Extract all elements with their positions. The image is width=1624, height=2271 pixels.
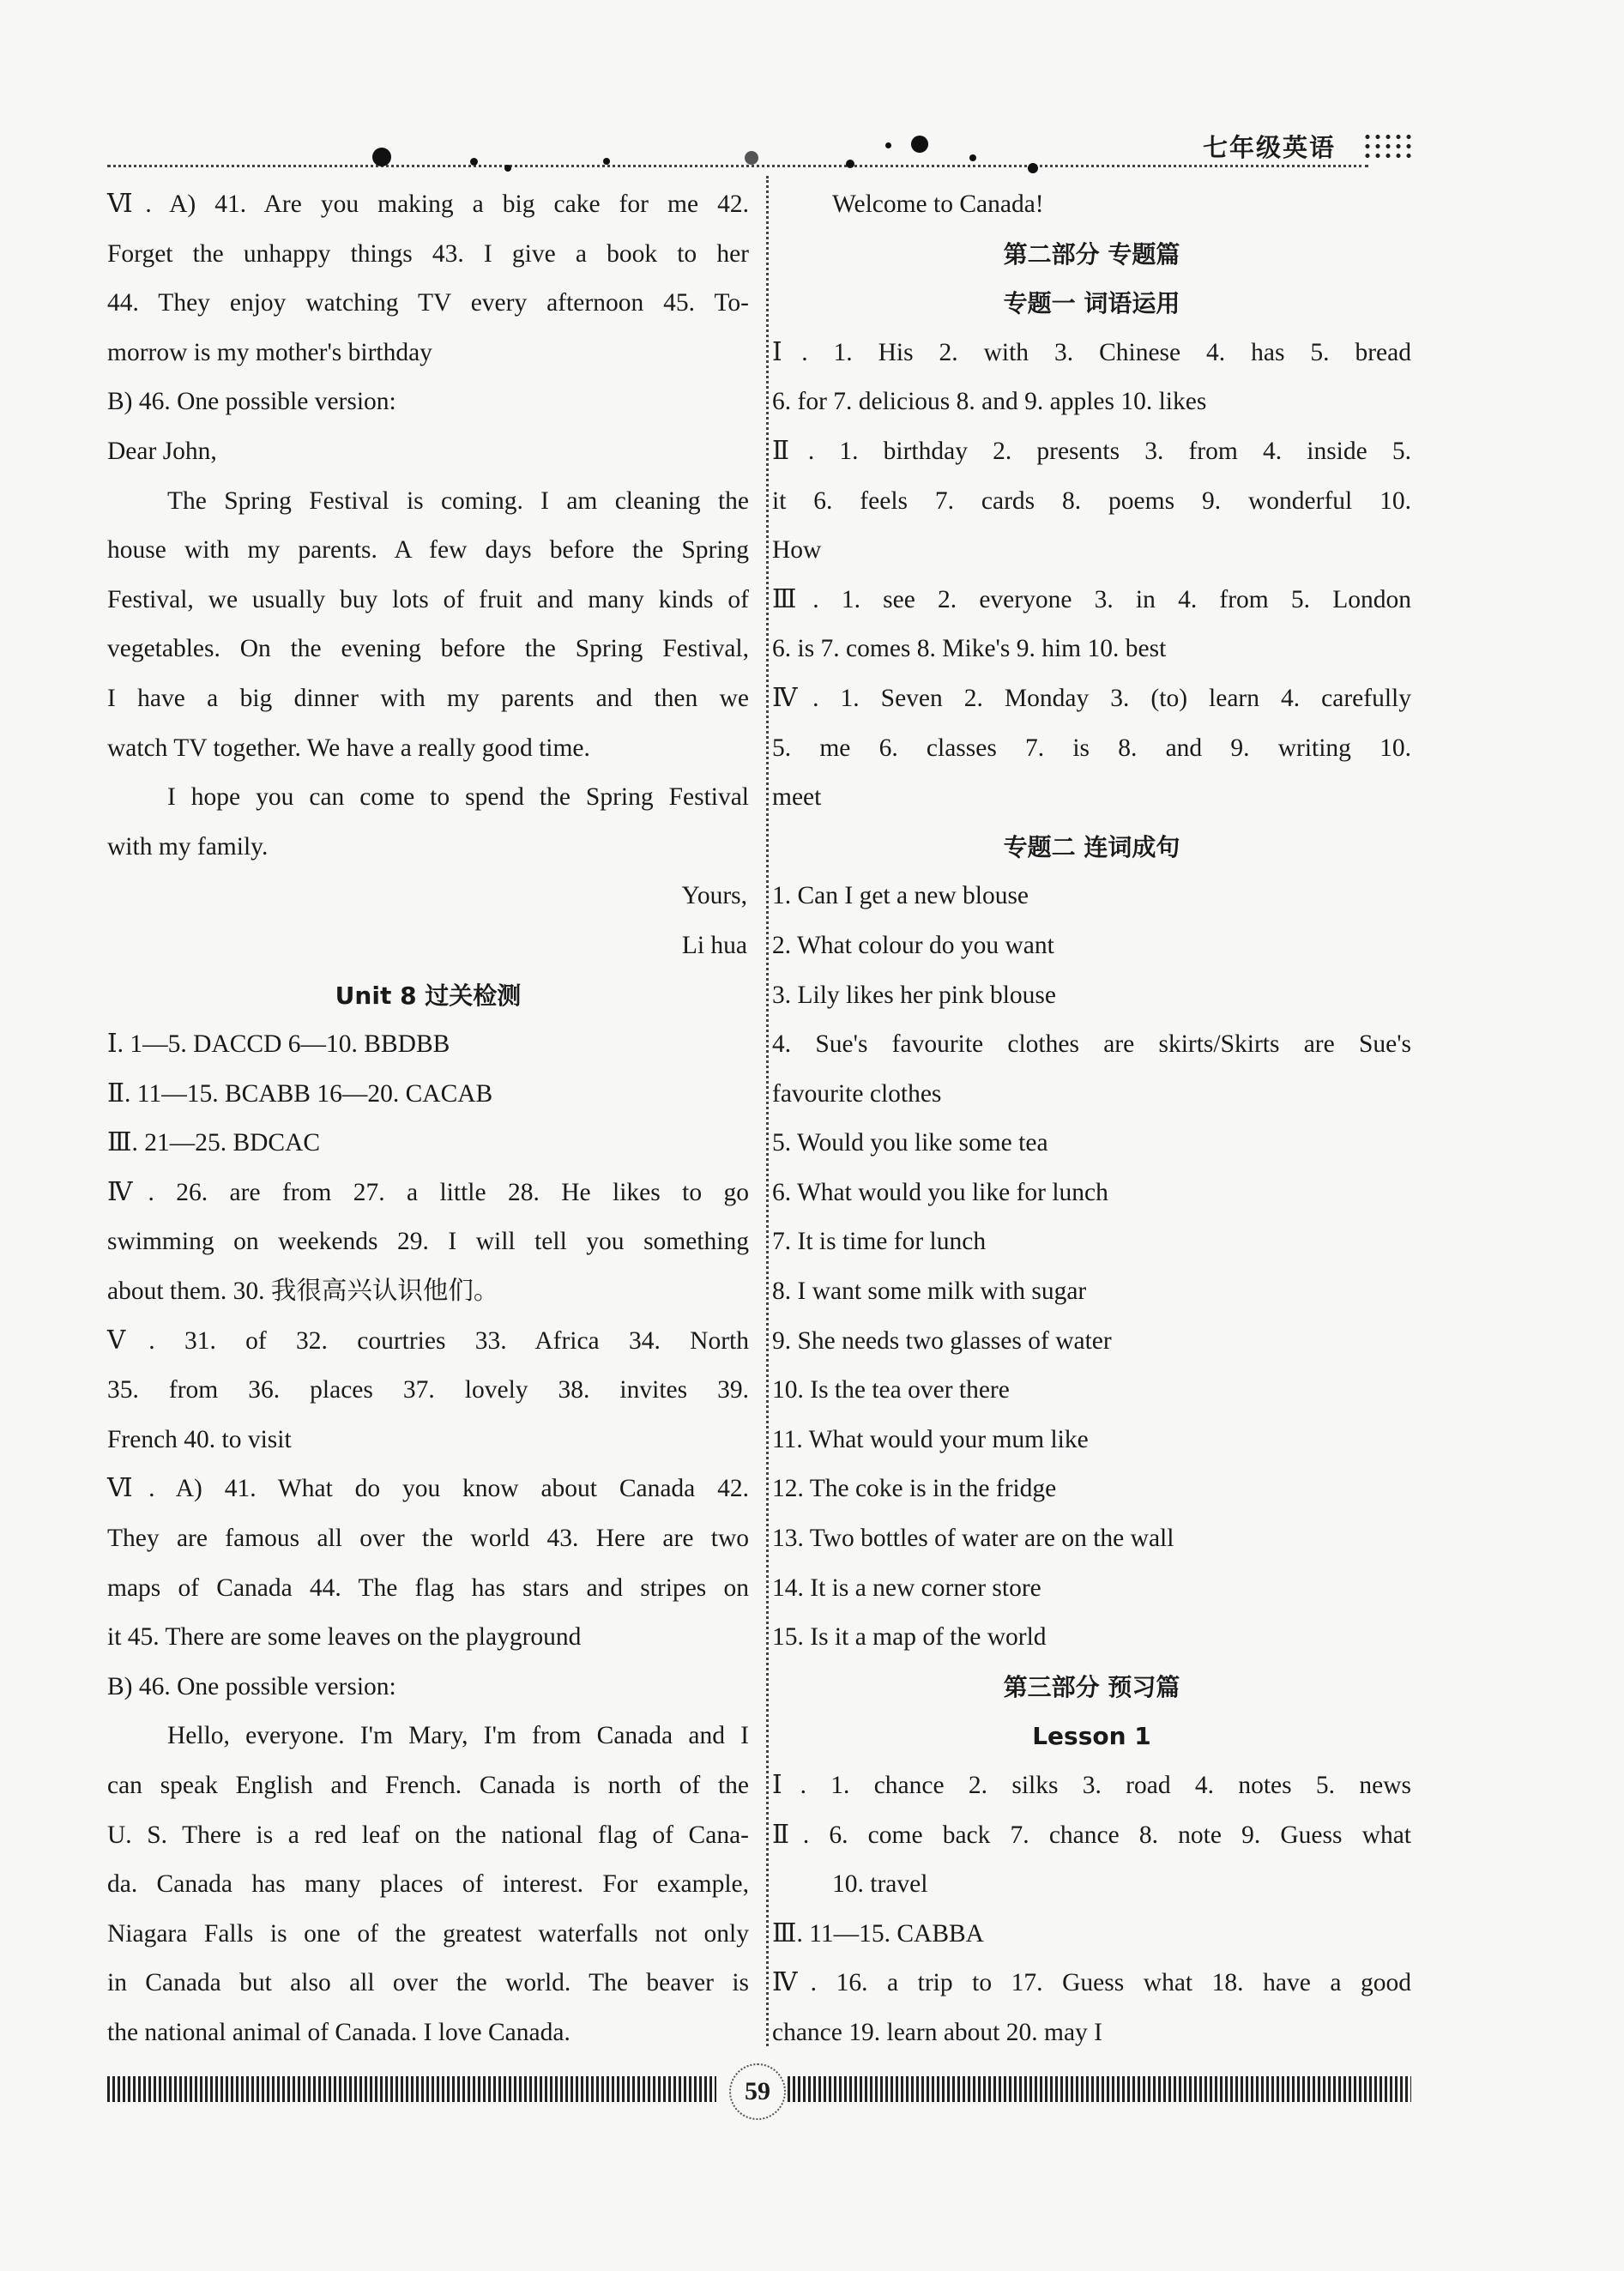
header-dot-decoration bbox=[603, 158, 610, 165]
answer-line: Dear John, bbox=[107, 437, 217, 465]
header-dot-decoration bbox=[372, 148, 391, 166]
answer-line: Ⅳ. 26. are from 27. a little 28. He likes to go bbox=[107, 1178, 749, 1206]
answer-line: house with my parents. A few days before the Spring bbox=[107, 536, 749, 565]
answer-line: meet bbox=[772, 783, 822, 812]
answer-line: morrow is my mother's birthday bbox=[107, 338, 432, 366]
answer-line: Ⅵ. A) 41. Are you making a big cake for me 42. bbox=[107, 190, 749, 218]
answer-line: B) 46. One possible version: bbox=[107, 1672, 396, 1700]
answer-line: 6. is 7. comes 8. Mike's 9. him 10. best bbox=[772, 635, 1167, 663]
answer-line: 6. for 7. delicious 8. and 9. apples 10. likes bbox=[772, 388, 1207, 416]
answer-line: 5. me 6. classes 7. is 8. and 9. writing 10. bbox=[772, 734, 1411, 762]
answer-line: 10. Is the tea over there bbox=[772, 1376, 1010, 1404]
answer-line: 11. What would your mum like bbox=[772, 1425, 1089, 1453]
answer-line: The Spring Festival is coming. I am cleaning the bbox=[167, 486, 749, 515]
answer-line: Ⅲ. 21—25. BDCAC bbox=[107, 1129, 321, 1157]
section-heading: 专题二 连词成句 bbox=[1003, 832, 1180, 861]
answer-line: French 40. to visit bbox=[107, 1425, 292, 1453]
answer-line: da. Canada has many places of interest. For example, bbox=[107, 1870, 749, 1899]
answer-line: vegetables. On the evening before the Spring Festival, bbox=[107, 635, 749, 663]
answer-line: it 6. feels 7. cards 8. poems 9. wonderful 10. bbox=[772, 486, 1411, 515]
answer-line: 4. Sue's favourite clothes are skirts/Skirts are Sue's bbox=[772, 1030, 1411, 1059]
answer-line: I hope you can come to spend the Spring Festival bbox=[167, 783, 749, 812]
answer-line: chance 19. learn about 20. may I bbox=[772, 2018, 1102, 2046]
answer-line: watch TV together. We have a really good time. bbox=[107, 734, 590, 762]
answer-line: 1. Can I get a new blouse bbox=[772, 882, 1029, 910]
answer-line: Forget the unhappy things 43. I give a book to her bbox=[107, 239, 749, 268]
answer-line: can speak English and French. Canada is north of the bbox=[107, 1772, 749, 1799]
answer-line: 35. from 36. places 37. lovely 38. invites 39. bbox=[107, 1376, 749, 1404]
answer-line: 12. The coke is in the fridge bbox=[772, 1475, 1057, 1503]
answer-line: 8. I want some milk with sugar bbox=[772, 1277, 1087, 1306]
header-dot-decoration bbox=[504, 165, 511, 172]
answer-line: Festival, we usually buy lots of fruit and many kinds of bbox=[107, 585, 749, 613]
answer-line: Ⅰ. 1. chance 2. silks 3. road 4. notes 5. news bbox=[772, 1772, 1411, 1799]
answer-line: it 45. There are some leaves on the playground bbox=[107, 1623, 582, 1652]
answer-line: 15. Is it a map of the world bbox=[772, 1623, 1047, 1652]
answer-line: Ⅳ. 1. Seven 2. Monday 3. (to) learn 4. carefully bbox=[772, 684, 1411, 712]
answer-line: about them. 30. 我很高兴认识他们。 bbox=[107, 1277, 499, 1306]
footer-rule-right bbox=[788, 2076, 1411, 2102]
section-heading: Lesson 1 bbox=[1032, 1722, 1151, 1751]
answer-line: Ⅱ. 6. come back 7. chance 8. note 9. Guess what bbox=[772, 1821, 1411, 1849]
answer-line: 13. Two bottles of water are on the wall bbox=[772, 1525, 1174, 1553]
header-dot-decoration bbox=[911, 136, 928, 153]
answer-line: 44. They enjoy watching TV every afternoon 45. To- bbox=[107, 289, 749, 317]
answer-line: Ⅵ. A) 41. What do you know about Canada 42. bbox=[107, 1475, 749, 1503]
answer-line: favourite clothes bbox=[772, 1079, 942, 1108]
answer-line: They are famous all over the world 43. Here are two bbox=[107, 1525, 749, 1553]
answer-line: Ⅳ. 16. a trip to 17. Guess what 18. have a good bbox=[772, 1969, 1411, 1997]
answer-line: in Canada but also all over the world. The beaver is bbox=[107, 1969, 749, 1997]
header-dotted-line bbox=[107, 165, 1368, 167]
header-dot-decoration bbox=[846, 160, 854, 168]
grade-dots-decoration bbox=[1362, 132, 1414, 161]
answer-line: Ⅰ. 1. His 2. with 3. Chinese 4. has 5. bread bbox=[772, 338, 1411, 366]
answer-line: Ⅲ. 11—15. CABBA bbox=[772, 1919, 984, 1948]
answer-line: I have a big dinner with my parents and then we bbox=[107, 684, 749, 712]
section-heading: 第二部分 专题篇 bbox=[1003, 239, 1180, 269]
header-dot-decoration bbox=[1028, 163, 1038, 173]
answer-line: 9. She needs two glasses of water bbox=[772, 1326, 1112, 1355]
answer-line: 5. Would you like some tea bbox=[772, 1129, 1048, 1157]
answer-line: 2. What colour do you want bbox=[772, 931, 1054, 959]
header-dot-decoration bbox=[745, 151, 758, 165]
answer-line: Yours, bbox=[681, 882, 747, 910]
right-answer-column bbox=[772, 180, 1411, 2058]
answer-line: 7. It is time for lunch bbox=[772, 1228, 987, 1256]
answer-line: swimming on weekends 29. I will tell you something bbox=[107, 1228, 749, 1256]
header-dot-decoration bbox=[885, 142, 891, 148]
section-heading: 第三部分 预习篇 bbox=[1003, 1672, 1180, 1701]
answer-line: the national animal of Canada. I love Canada. bbox=[107, 2018, 571, 2046]
column-divider bbox=[766, 176, 769, 2046]
left-answer-column bbox=[107, 180, 749, 2058]
answer-line: Hello, everyone. I'm Mary, I'm from Canada and I bbox=[167, 1722, 749, 1750]
answer-line: 10. travel bbox=[832, 1870, 928, 1899]
answer-line: 6. What would you like for lunch bbox=[772, 1178, 1108, 1206]
answer-line: How bbox=[772, 536, 822, 565]
answer-line: U. S. There is a red leaf on the national flag of Cana- bbox=[107, 1821, 749, 1849]
page-number: 59 bbox=[729, 2063, 786, 2120]
answer-line: Li hua bbox=[681, 931, 747, 959]
answer-line: 3. Lily likes her pink blouse bbox=[772, 981, 1057, 1009]
footer-rule-left bbox=[107, 2076, 716, 2102]
section-heading: 专题一 词语运用 bbox=[1003, 289, 1180, 318]
header-dot-decoration bbox=[470, 158, 478, 166]
answer-line: maps of Canada 44. The flag has stars and stripes on bbox=[107, 1573, 749, 1602]
answer-line: Ⅲ. 1. see 2. everyone 3. in 4. from 5. London bbox=[772, 585, 1411, 613]
answer-line: Ⅰ. 1—5. DACCD 6—10. BBDBB bbox=[107, 1030, 450, 1059]
section-heading: Unit 8 过关检测 bbox=[335, 981, 522, 1010]
answer-line: Niagara Falls is one of the greatest waterfalls not only bbox=[107, 1919, 749, 1948]
answer-line: B) 46. One possible version: bbox=[107, 388, 396, 416]
answer-line: with my family. bbox=[107, 832, 269, 861]
header-dot-decoration bbox=[969, 154, 976, 161]
answer-line: Ⅱ. 11—15. BCABB 16—20. CACAB bbox=[107, 1079, 493, 1108]
answer-line: Welcome to Canada! bbox=[832, 190, 1044, 218]
grade-subject-label: 七年级英语 bbox=[1203, 133, 1337, 162]
answer-line: Ⅴ. 31. of 32. courtries 33. Africa 34. North bbox=[107, 1326, 749, 1355]
answer-line: Ⅱ. 1. birthday 2. presents 3. from 4. inside 5. bbox=[772, 437, 1411, 465]
answer-line: 14. It is a new corner store bbox=[772, 1573, 1041, 1602]
